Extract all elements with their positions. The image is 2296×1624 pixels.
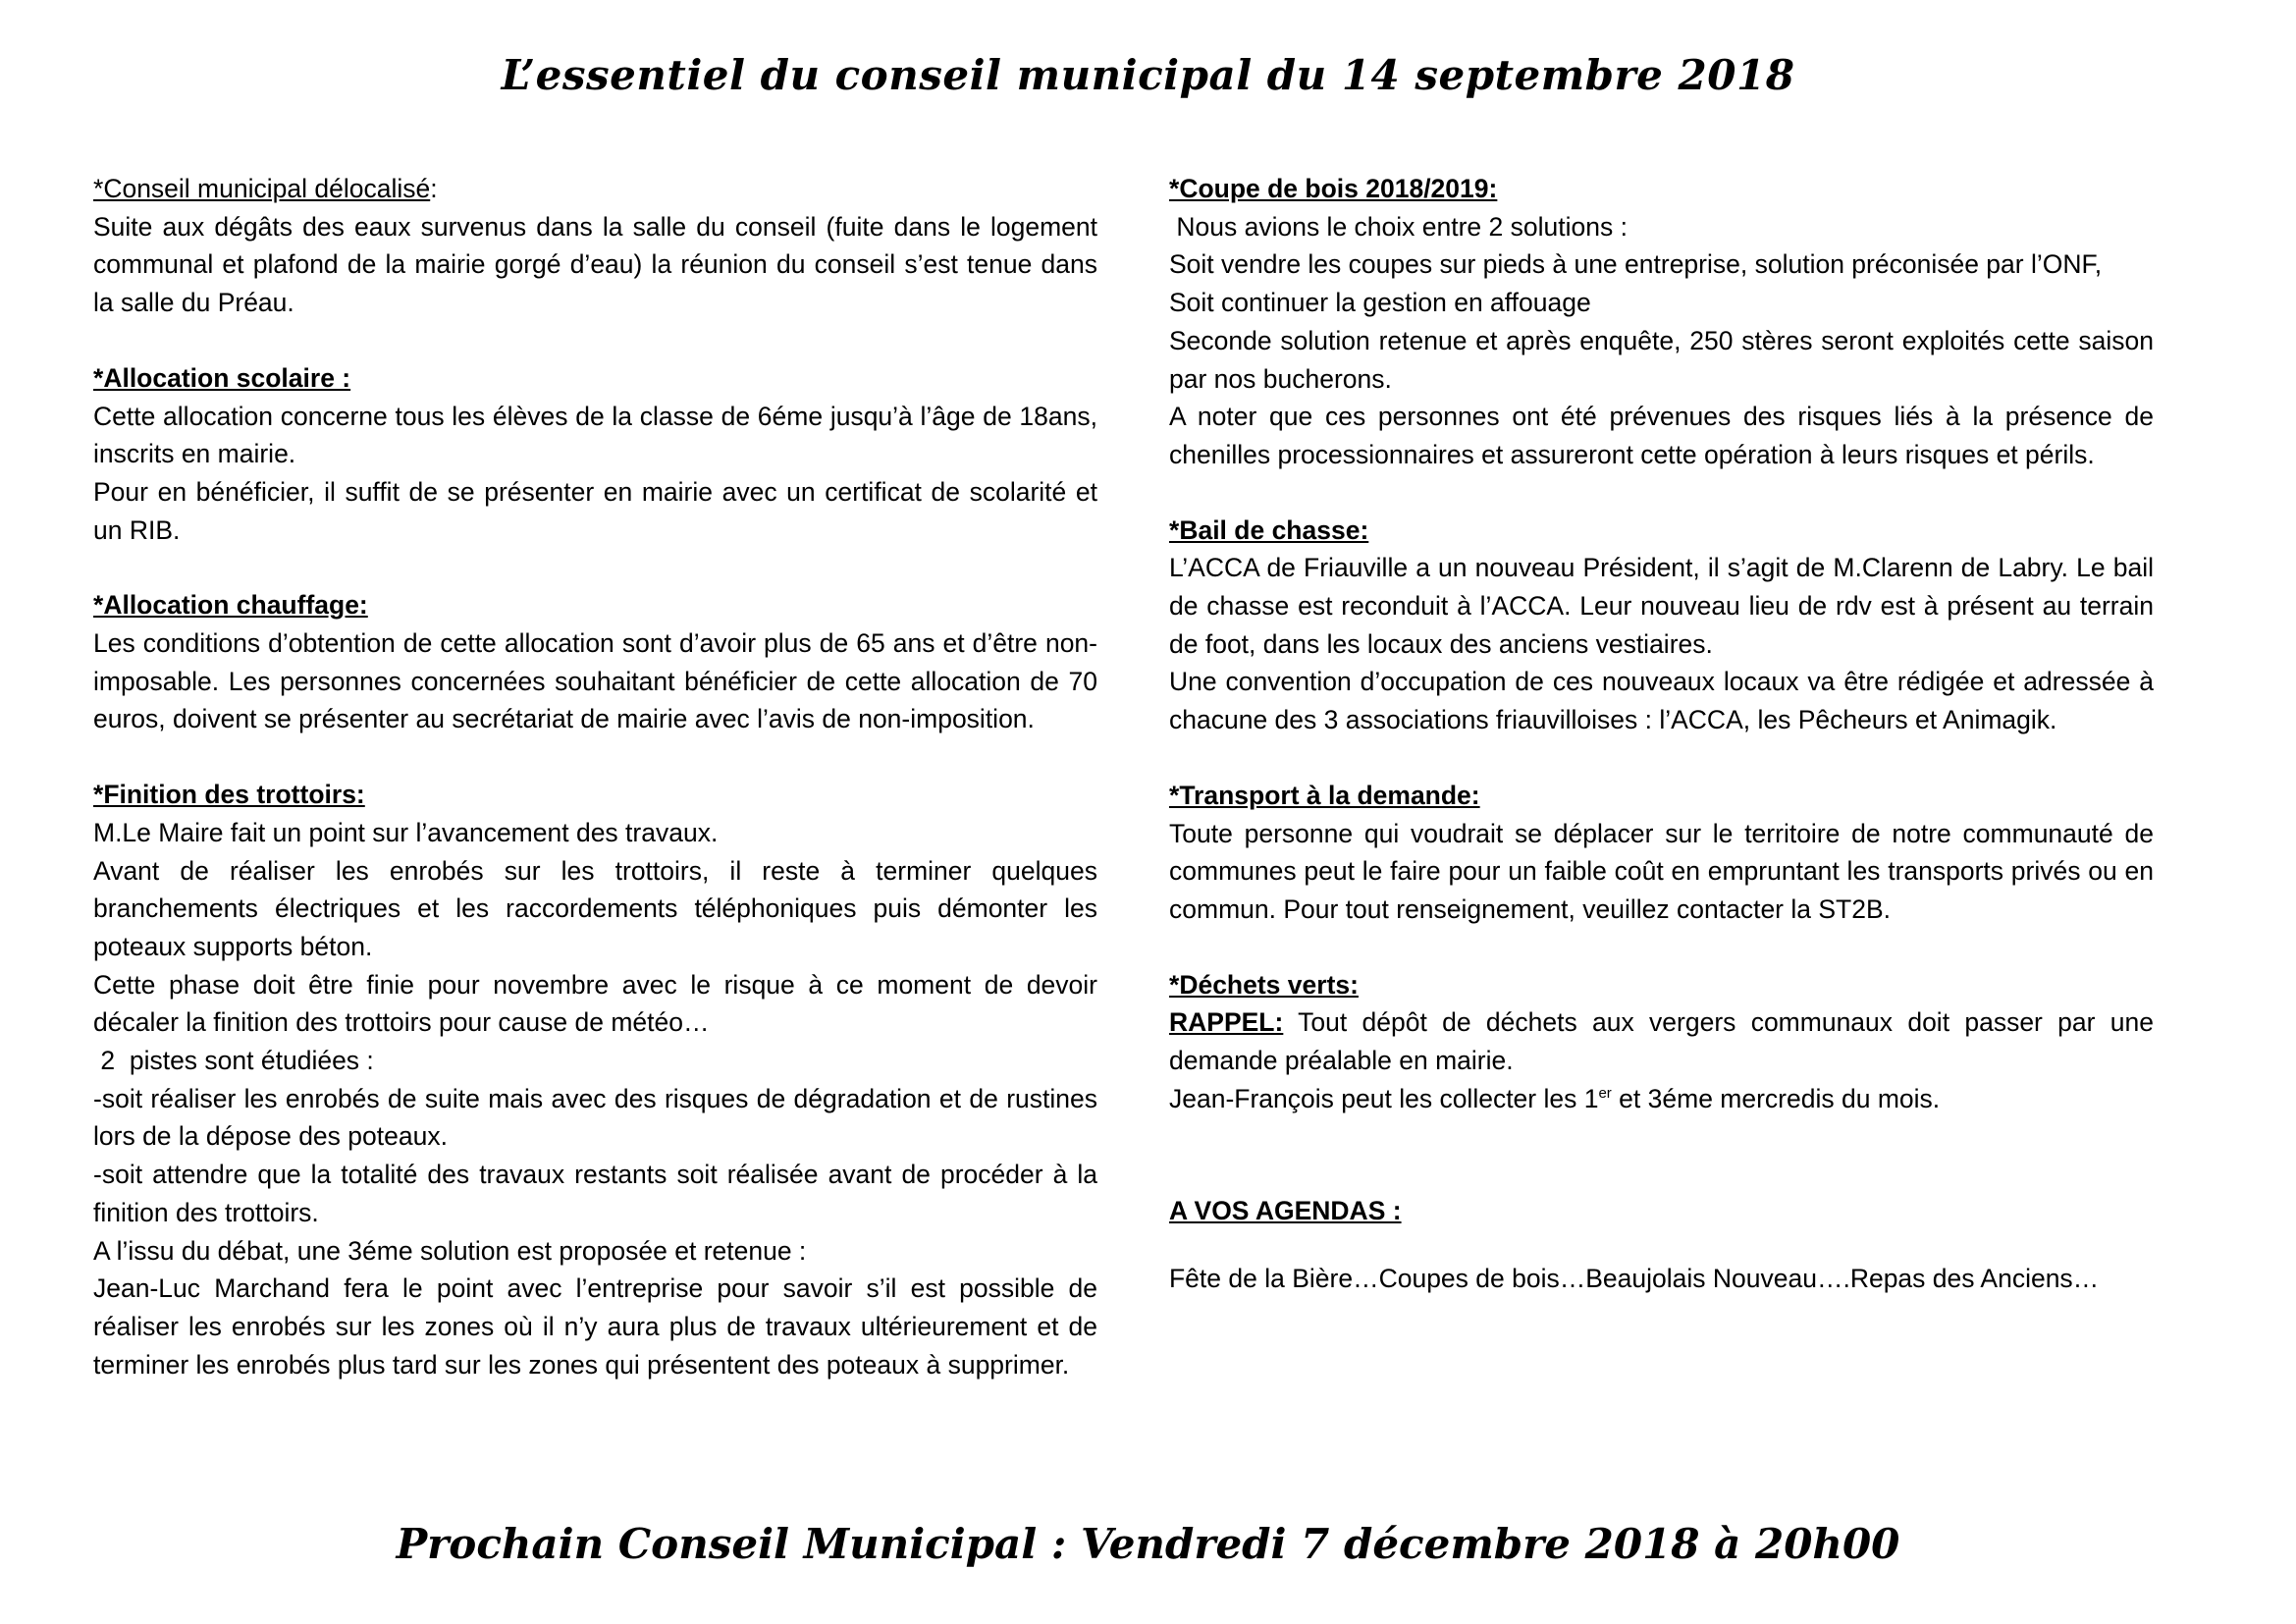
collect-text-after: et 3éme mercredis du mois. <box>1611 1083 1941 1113</box>
section-paragraph: -soit réaliser les enrobés de suite mais avec des risques de dégradation et de rustines lors de la dépose des poteaux. <box>93 1083 1097 1152</box>
section-heading: *Déchets verts: <box>1169 969 1359 1000</box>
section-paragraph: A l’issu du débat, une 3éme solution est proposée et retenue : <box>93 1235 807 1266</box>
section-conseil-delocalise <box>93 170 1097 322</box>
section-paragraph: Cette phase doit être finie pour novembre avec le risque à ce moment de devoir décaler la finition des trottoirs pour cause de météo… <box>93 969 1097 1038</box>
section-agenda <box>1169 1192 2154 1297</box>
section-heading-suffix: : <box>430 174 438 203</box>
section-paragraph: Soit continuer la gestion en affouage <box>1169 288 1591 318</box>
section-paragraph: Cette allocation concerne tous les élèves de la classe de 6éme jusqu’à l’âge de 18ans, inscrits en mairie. <box>93 401 1097 469</box>
section-allocation-scolaire <box>93 359 1097 550</box>
section-dechets-verts <box>1169 966 2154 1118</box>
section-bail-de-chasse <box>1169 512 2154 739</box>
section-heading: *Allocation chauffage: <box>93 590 368 621</box>
section-transport-a-la-demande <box>1169 777 2154 929</box>
section-paragraph: 2 pistes sont étudiées : <box>93 1046 374 1076</box>
section-paragraph: -soit attendre que la totalité des travaux restants soit réalisée avant de procéder à la finition des trottoirs. <box>93 1160 1097 1227</box>
section-paragraph: A noter que ces personnes ont été prévenues des risques liés à la présence de chenilles processionnaires et assureront cette opération à leurs risques et périls. <box>1169 402 2154 469</box>
section-finition-trottoirs <box>93 776 1097 1383</box>
section-heading: *Allocation scolaire : <box>93 362 351 393</box>
section-heading: *Conseil municipal délocalisé <box>93 174 431 203</box>
section-paragraph: M.Le Maire fait un point sur l’avancement des travaux. <box>93 817 719 847</box>
section-paragraph: L’ACCA de Friauville a un nouveau Président, il s’agit de M.Clarenn de Labry. Le bail de chasse est reconduit à l’ACCA. Leur nouveau lieu de rdv est à présent au terrain de foot, dans les locaux des anciens vestiaires. <box>1169 553 2154 659</box>
rappel-label: RAPPEL: <box>1169 1007 1284 1038</box>
section-coupe-de-bois <box>1169 170 2154 474</box>
section-paragraph: Les conditions d’obtention de cette allocation sont d’avoir plus de 65 ans et d’être non-imposable. Les personnes concernées souhaitant bénéficier de cette allocation de 70 euros, doivent se présenter au secrétariat de mairie avec l’avis de non-imposition. <box>93 628 1097 734</box>
page-title: L’essentiel du conseil municipal du 14 septembre 2018 <box>501 51 1795 99</box>
section-heading: *Finition des trottoirs: <box>93 780 365 810</box>
section-paragraph: Suite aux dégâts des eaux survenus dans la salle du conseil (fuite dans le logement communal et plafond de la mairie gorgé d’eau) la réunion du conseil s’est tenue dans la salle du Préau. <box>93 211 1097 318</box>
section-paragraph <box>1169 1003 2154 1079</box>
left-column <box>93 170 1097 1421</box>
section-paragraph: Jean-Luc Marchand fera le point avec l’entreprise pour savoir s’il est possible de réaliser les enrobés sur les zones où il n’y aura plus de travaux ultérieurement et de terminer les enrobés plus tard sur les zones qui présentent des poteaux à supprimer. <box>93 1273 1097 1380</box>
agenda-heading: A VOS AGENDAS : <box>1169 1196 1402 1226</box>
collect-superscript: er <box>1598 1084 1612 1102</box>
section-paragraph: Toute personne qui voudrait se déplacer sur le territoire de notre communauté de communes peut le faire pour un faible coût en empruntant les transports privés ou en commun. Pour tout renseignement, veuillez contacter la ST2B. <box>1169 818 2154 924</box>
section-paragraph: Seconde solution retenue et après enquête, 250 stères seront exploités cette saison par nos bucherons. <box>1169 325 2154 394</box>
section-heading-line <box>93 170 1097 208</box>
collect-text-before: Jean-François peut les collecter les 1 <box>1169 1083 1599 1113</box>
agenda-text: Fête de la Bière…Coupes de bois…Beaujolais Nouveau….Repas des Anciens… <box>1169 1264 2100 1294</box>
section-paragraph <box>1169 1080 2154 1118</box>
section-heading: *Coupe de bois 2018/2019: <box>1169 174 1498 203</box>
section-heading: *Transport à la demande: <box>1169 780 1480 810</box>
section-heading: *Bail de chasse: <box>1169 514 1369 545</box>
rappel-text: Tout dépôt de déchets aux vergers communaux doit passer par une demande préalable en mairie. <box>1169 1007 2154 1076</box>
section-paragraph: Nous avions le choix entre 2 solutions : <box>1169 211 1628 242</box>
section-paragraph: Soit vendre les coupes sur pieds à une entreprise, solution préconisée par l’ONF, <box>1169 249 2103 280</box>
section-paragraph: Avant de réaliser les enrobés sur les trottoirs, il reste à terminer quelques branchements électriques et les raccordements téléphoniques puis démonter les poteaux supports béton. <box>93 855 1097 961</box>
right-column <box>1169 170 2154 1335</box>
section-allocation-chauffage <box>93 586 1097 738</box>
section-paragraph: Pour en bénéficier, il suffit de se présenter en mairie avec un certificat de scolarité et un RIB. <box>93 476 1097 545</box>
section-paragraph: Une convention d’occupation de ces nouveaux locaux va être rédigée et adressée à chacune des 3 associations friauvilloises : l’ACCA, les Pêcheurs et Animagik. <box>1169 667 2154 735</box>
next-meeting-footer: Prochain Conseil Municipal : Vendredi 7 décembre 2018 à 20h00 <box>396 1520 1900 1568</box>
